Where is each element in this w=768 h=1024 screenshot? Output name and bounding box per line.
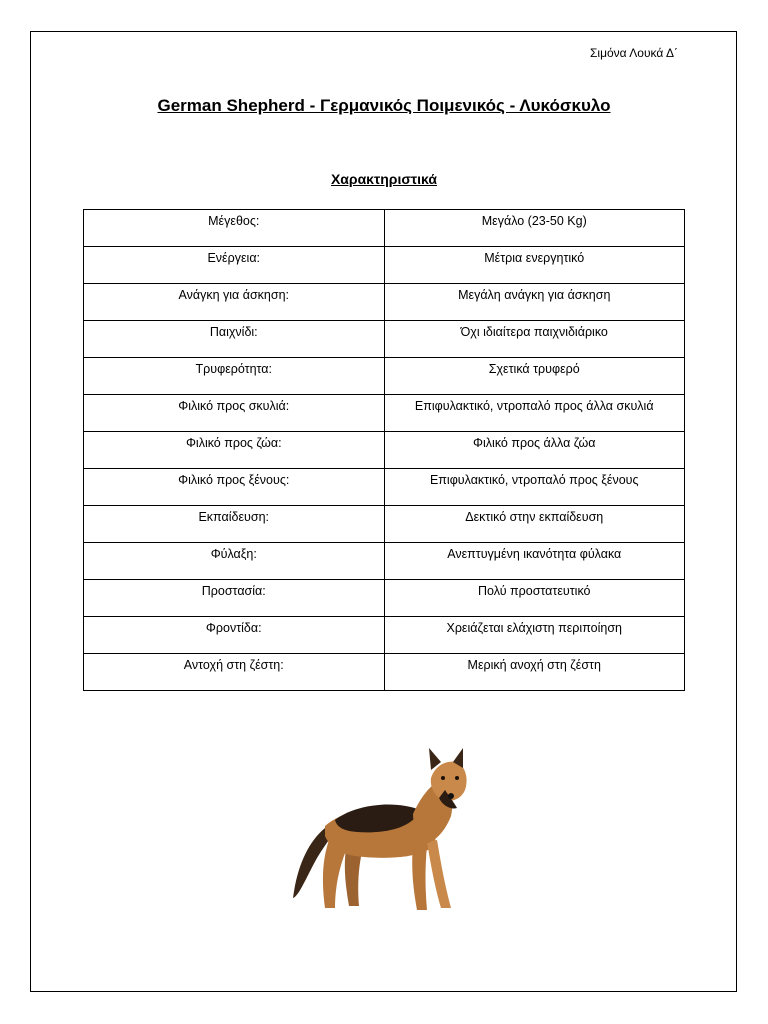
traits-table (83, 209, 685, 691)
trait-value: Μερική ανοχή στη ζέστη (384, 654, 685, 691)
trait-row (84, 432, 685, 469)
trait-row (84, 247, 685, 284)
trait-value: Φιλικό προς άλλα ζώα (384, 432, 685, 469)
trait-value: Πολύ προστατευτικό (384, 580, 685, 617)
trait-label: Ενέργεια: (84, 247, 385, 284)
trait-row (84, 617, 685, 654)
page-title: German Shepherd - Γερμανικός Ποιμενικός - Λυκόσκυλο (157, 96, 611, 115)
trait-label: Ανάγκη για άσκηση: (84, 284, 385, 321)
trait-row (84, 469, 685, 506)
trait-label: Μέγεθος: (84, 210, 385, 247)
trait-row (84, 580, 685, 617)
trait-row (84, 210, 685, 247)
trait-value: Δεκτικό στην εκπαίδευση (384, 506, 685, 543)
trait-label: Φύλαξη: (84, 543, 385, 580)
author-name: Σιμόνα Λουκά Δ΄ (589, 46, 678, 60)
trait-row (84, 321, 685, 358)
trait-label: Εκπαίδευση: (84, 506, 385, 543)
trait-value: Μέτρια ενεργητικό (384, 247, 685, 284)
trait-label: Φιλικό προς ξένους: (84, 469, 385, 506)
trait-label: Φιλικό προς ζώα: (84, 432, 385, 469)
trait-value: Μεγάλη ανάγκη για άσκηση (384, 284, 685, 321)
trait-value: Σχετικά τρυφερό (384, 358, 685, 395)
trait-row (84, 654, 685, 691)
trait-label: Παιχνίδι: (84, 321, 385, 358)
trait-value: Επιφυλακτικό, ντροπαλό προς άλλα σκυλιά (384, 395, 685, 432)
trait-value: Μεγάλο (23-50 Kg) (384, 210, 685, 247)
trait-row (84, 395, 685, 432)
trait-label: Τρυφερότητα: (84, 358, 385, 395)
trait-row (84, 358, 685, 395)
trait-value: Επιφυλακτικό, ντροπαλό προς ξένους (384, 469, 685, 506)
german-shepherd-image (285, 748, 485, 916)
trait-row (84, 543, 685, 580)
trait-value: Χρειάζεται ελάχιστη περιποίηση (384, 617, 685, 654)
trait-label: Προστασία: (84, 580, 385, 617)
trait-row (84, 506, 685, 543)
trait-label: Φιλικό προς σκυλιά: (84, 395, 385, 432)
trait-label: Φροντίδα: (84, 617, 385, 654)
trait-label: Αντοχή στη ζέστη: (84, 654, 385, 691)
trait-value: Όχι ιδιαίτερα παιχνιδιάρικο (384, 321, 685, 358)
trait-value: Ανεπτυγμένη ικανότητα φύλακα (384, 543, 685, 580)
trait-row (84, 284, 685, 321)
section-heading: Χαρακτηριστικά (330, 171, 438, 187)
